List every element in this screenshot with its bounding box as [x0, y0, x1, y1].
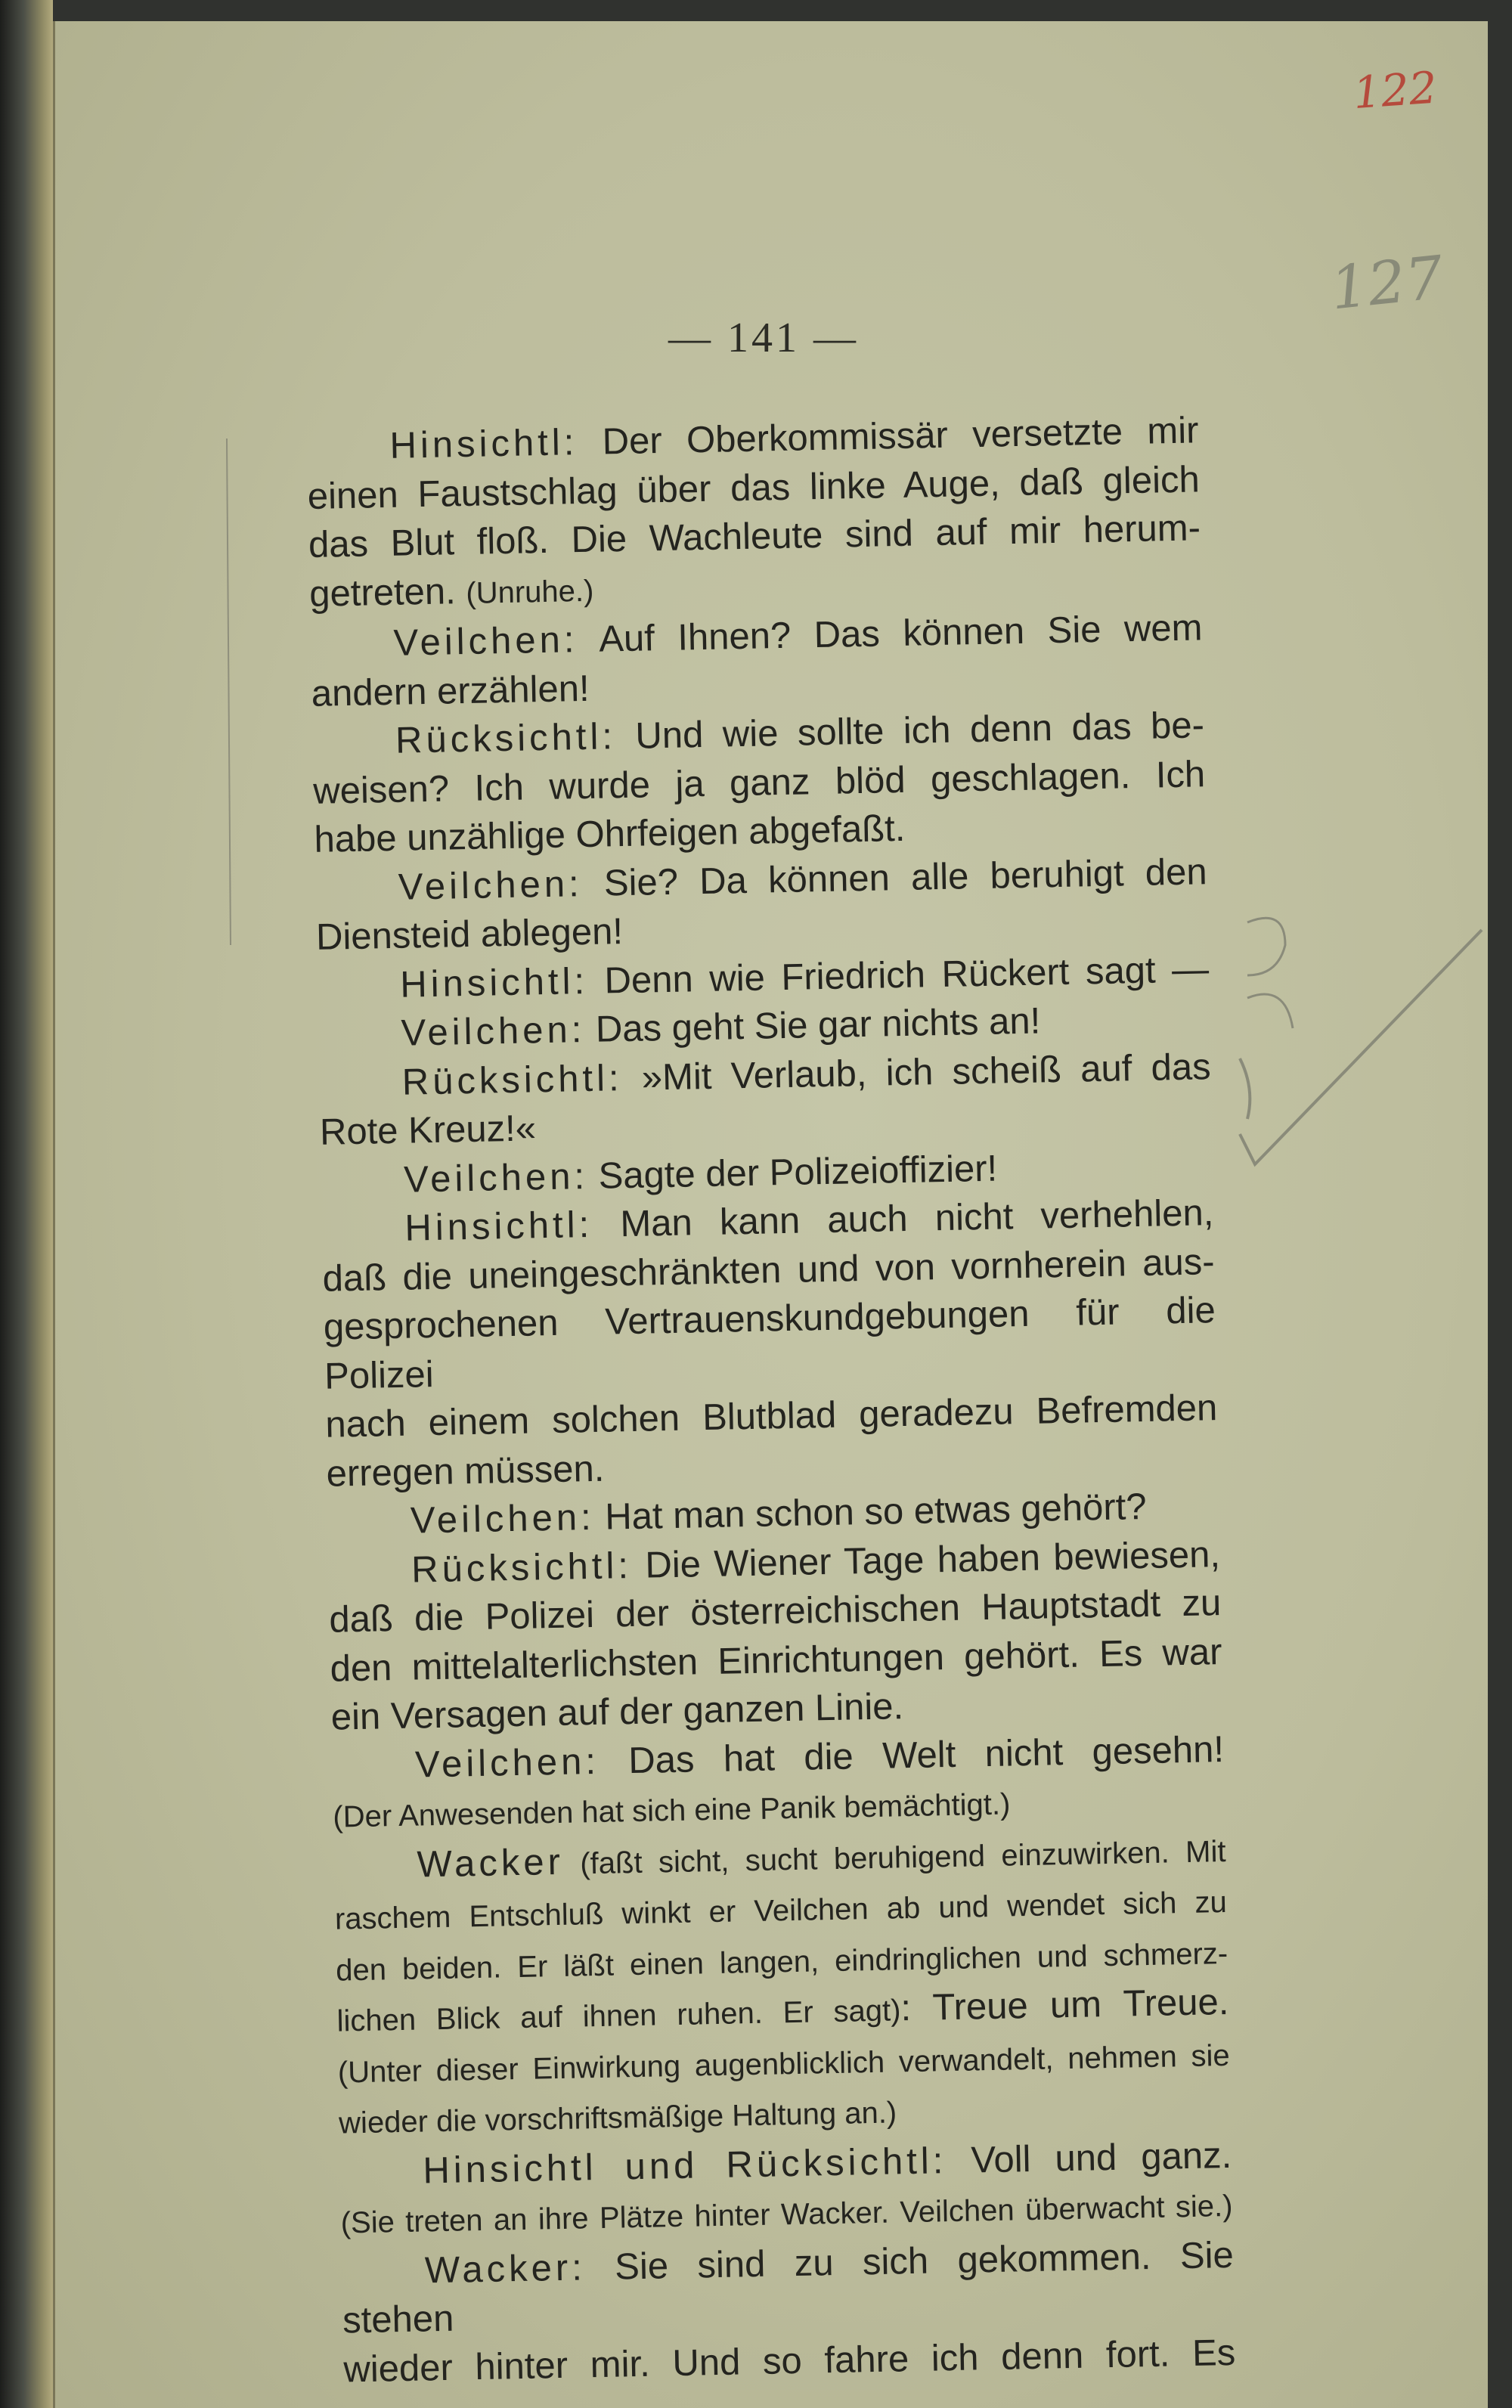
line-text: Hat man schon so etwas gehört? [594, 1486, 1148, 1538]
line-text: »Mit Verlaub, ich scheiß auf das [622, 1046, 1212, 1099]
line-text: Man kann auch nicht verhehlen, [592, 1192, 1214, 1245]
line-text: Diensteid ablegen! [315, 911, 624, 958]
stage-direction: raschem Entschluß winkt er Veilchen ab und wendet sich zu [334, 1885, 1228, 1936]
printed-page-number: — 141 — [668, 315, 859, 361]
line-text: andern erzählen! [311, 668, 590, 714]
speaker-name: Hinsichtl: [399, 960, 589, 1006]
line-text: weisen? Ich wurde ja ganz blöd geschlagen. Ich [312, 753, 1206, 812]
pencil-page-number: 127 [1327, 243, 1447, 324]
line-text: Voll und ganz. [946, 2134, 1232, 2181]
line-text: das Blut floß. Die Wachleute sind auf mir herum- [308, 507, 1201, 566]
line-text: Das hat die Welt nicht gesehn! [599, 1728, 1225, 1782]
stage-direction: (faßt sicht, sucht beruhigend einzuwirken. Mit [563, 1834, 1226, 1881]
line-text: Das geht Sie gar nichts an! [584, 1000, 1041, 1051]
speaker-name: Hinsichtl und Rücksichtl: [422, 2140, 947, 2191]
line-text: Die Wiener Tage haben bewiesen, [631, 1533, 1221, 1586]
speaker-name: Wacker: [424, 2246, 587, 2291]
speaker-name: Rücksichtl: [411, 1545, 633, 1591]
speaker-name: Rücksichtl: [401, 1057, 624, 1103]
text-line [341, 2230, 1235, 2345]
line-text: Sagte der Polizeioffizier! [587, 1148, 998, 1197]
line-text: Sie sind zu sich gekommen. Sie stehen [342, 2234, 1235, 2341]
speaker-name: Veilchen: [393, 619, 578, 664]
speaker-name: Rücksichtl: [395, 716, 617, 761]
stage-direction: (Der Anwesenden hat sich eine Panik bemächtigt.) [332, 1787, 1011, 1834]
line-text: Denn wie Friedrich Rückert sagt — [587, 948, 1210, 1002]
line-text: daß die Polizei der österreichischen Hauptstadt zu [328, 1582, 1222, 1641]
line-text: : Treue um Treue. [900, 1981, 1229, 2029]
line-text: habe unzählige Ohrfeigen abgefaßt. [314, 807, 906, 860]
line-text: den mittelalterlichsten Einrichtungen gehört. Es war [330, 1631, 1222, 1690]
line-text: Auf Ihnen? Das können Sie wem [577, 607, 1203, 661]
speaker-name: Hinsichtl: [404, 1204, 593, 1249]
line-text: ein Versagen auf der ganzen Linie. [330, 1686, 904, 1738]
stage-direction: lichen Blick auf ihnen ruhen. Er sagt) [336, 1994, 901, 2038]
line-text: Und wie sollte ich denn das be- [615, 705, 1205, 758]
line-text: wieder hinter mir. Und so fahre ich denn fort. Es [342, 2332, 1236, 2391]
line-text: nach einem solchen Blutblad geradezu Befremden [324, 1387, 1218, 1446]
speaker-name: Veilchen: [400, 1009, 586, 1054]
line-text: einen Faustschlag über das linke Auge, daß gleich [307, 458, 1201, 517]
text-line [323, 1286, 1216, 1401]
line-text: erregen müssen. [326, 1448, 605, 1495]
stage-direction: (Unter dieser Einwirkung augenblicklich verwandelt, nehmen sie [337, 2038, 1231, 2090]
line-text: getreten. [308, 570, 466, 615]
stage-direction: (Unruhe.) [465, 574, 594, 610]
stage-direction: den beiden. Er läßt einen langen, eindringlichen und schmerz- [335, 1936, 1228, 1988]
speaker-name: Veilchen: [403, 1155, 589, 1201]
speaker-name: Wacker [417, 1841, 565, 1886]
line-text: Sie? Da können alle beruhigt den [582, 851, 1208, 904]
speaker-name: Veilchen: [410, 1496, 596, 1542]
pencil-bracket-mark [1247, 918, 1293, 1028]
page-body [306, 406, 1236, 2394]
speaker-name: Veilchen: [414, 1740, 600, 1786]
line-text: Rote Kreuz!« [319, 1108, 537, 1153]
stage-direction: (Sie treten an ihre Plätze hinter Wacker. Veilchen überwacht sie.) [340, 2189, 1233, 2240]
speaker-name: Hinsichtl: [389, 422, 578, 466]
red-page-number: 122 [1351, 61, 1439, 119]
stage-direction: wieder die vorschriftsmäßige Haltung an.) [338, 2096, 897, 2140]
line-text: gesprochenen Vertrauenskundgebungen für die Polizei [323, 1290, 1216, 1397]
pencil-left-margin-line [227, 439, 231, 945]
line-text: Der Oberkommissär versetzte mir [577, 410, 1199, 463]
speaker-name: Veilchen: [398, 863, 584, 908]
line-text: daß die uneingeschränkten und von vornherein aus- [322, 1241, 1216, 1300]
